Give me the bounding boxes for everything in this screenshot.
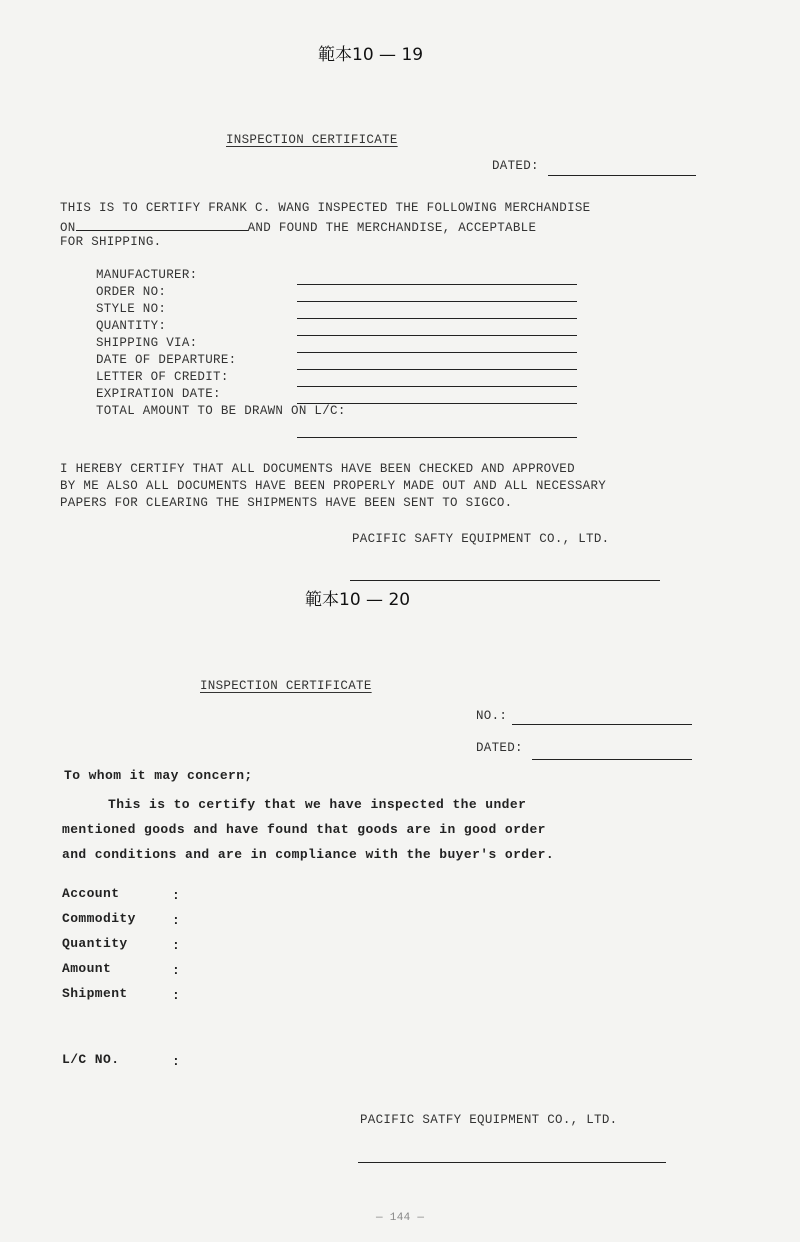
dated-label: DATED: [492,159,539,173]
field-manufacturer: MANUFACTURER: [96,268,198,282]
intro-line-2 [60,218,536,235]
dated-label-2: DATED: [476,741,523,755]
order-no-line [297,301,577,302]
field-commodity: Commodity [62,911,136,926]
intro-line-3: FOR SHIPPING. [60,235,162,249]
greeting: To whom it may concern; [64,768,253,783]
quantity-colon: : [172,938,181,953]
certify-line-1: I HEREBY CERTIFY THAT ALL DOCUMENTS HAVE BEEN CHECKED AND APPROVED [60,462,575,476]
field-shipment: Shipment [62,986,128,1001]
dated-line-2 [532,759,692,760]
letter-of-credit-line [297,386,577,387]
certify-line-3: PAPERS FOR CLEARING THE SHIPMENTS HAVE BEEN SENT TO SIGCO. [60,496,513,510]
field-quantity: QUANTITY: [96,319,167,333]
intro-line-1: THIS IS TO CERTIFY FRANK C. WANG INSPECTED THE FOLLOWING MERCHANDISE [60,201,591,215]
field-date-of-departure: DATE OF DEPARTURE: [96,353,237,367]
total-amount-line [297,437,577,438]
field-amount: Amount [62,961,112,976]
expiration-date-line [297,403,577,404]
shipment-colon: : [172,988,181,1003]
signature-line-1 [350,580,660,581]
field-style-no: STYLE NO: [96,302,167,316]
body-line-3: and conditions and are in compliance with the buyer's order. [62,847,555,862]
inspection-date-line [76,218,248,231]
page-number: — 144 — [376,1212,425,1224]
account-colon: : [172,888,181,903]
field-expiration-date: EXPIRATION DATE: [96,387,221,401]
field-total-amount: TOTAL AMOUNT TO BE DRAWN ON L/C: [96,404,346,418]
intro-line-2-text: AND FOUND THE MERCHANDISE, ACCEPTABLE [247,221,537,235]
sample-label-10-19: 範本10 — 19 [318,45,424,65]
body-line-2: mentioned goods and have found that goods are in good order [62,822,546,837]
dated-line [548,175,696,176]
amount-colon: : [172,963,181,978]
no-label: NO.: [476,709,508,723]
style-no-line [297,318,577,319]
certificate-title-2: INSPECTION CERTIFICATE [200,679,372,693]
no-line [512,724,692,725]
field-order-no: ORDER NO: [96,285,167,299]
certificate-title: INSPECTION CERTIFICATE [226,133,398,147]
company-name-1: PACIFIC SAFTY EQUIPMENT CO., LTD. [352,532,610,546]
shipping-via-line [297,352,577,353]
departure-line [297,369,577,370]
field-account: Account [62,886,120,901]
manufacturer-line [297,284,577,285]
quantity-line [297,335,577,336]
body-line-1: This is to certify that we have inspected the under [108,797,527,812]
sample-label-10-20: 範本10 — 20 [305,590,411,610]
commodity-colon: : [172,913,181,928]
field-quantity-2: Quantity [62,936,128,951]
company-name-2: PACIFIC SATFY EQUIPMENT CO., LTD. [360,1113,618,1127]
certify-line-2: BY ME ALSO ALL DOCUMENTS HAVE BEEN PROPERLY MADE OUT AND ALL NECESSARY [60,479,607,493]
lc-no-colon: : [172,1054,181,1069]
field-shipping-via: SHIPPING VIA: [96,336,198,350]
lc-no-label: L/C NO. [62,1052,120,1067]
field-letter-of-credit: LETTER OF CREDIT: [96,370,229,384]
intro-on-label: ON [60,221,76,235]
signature-line-2 [358,1162,666,1163]
